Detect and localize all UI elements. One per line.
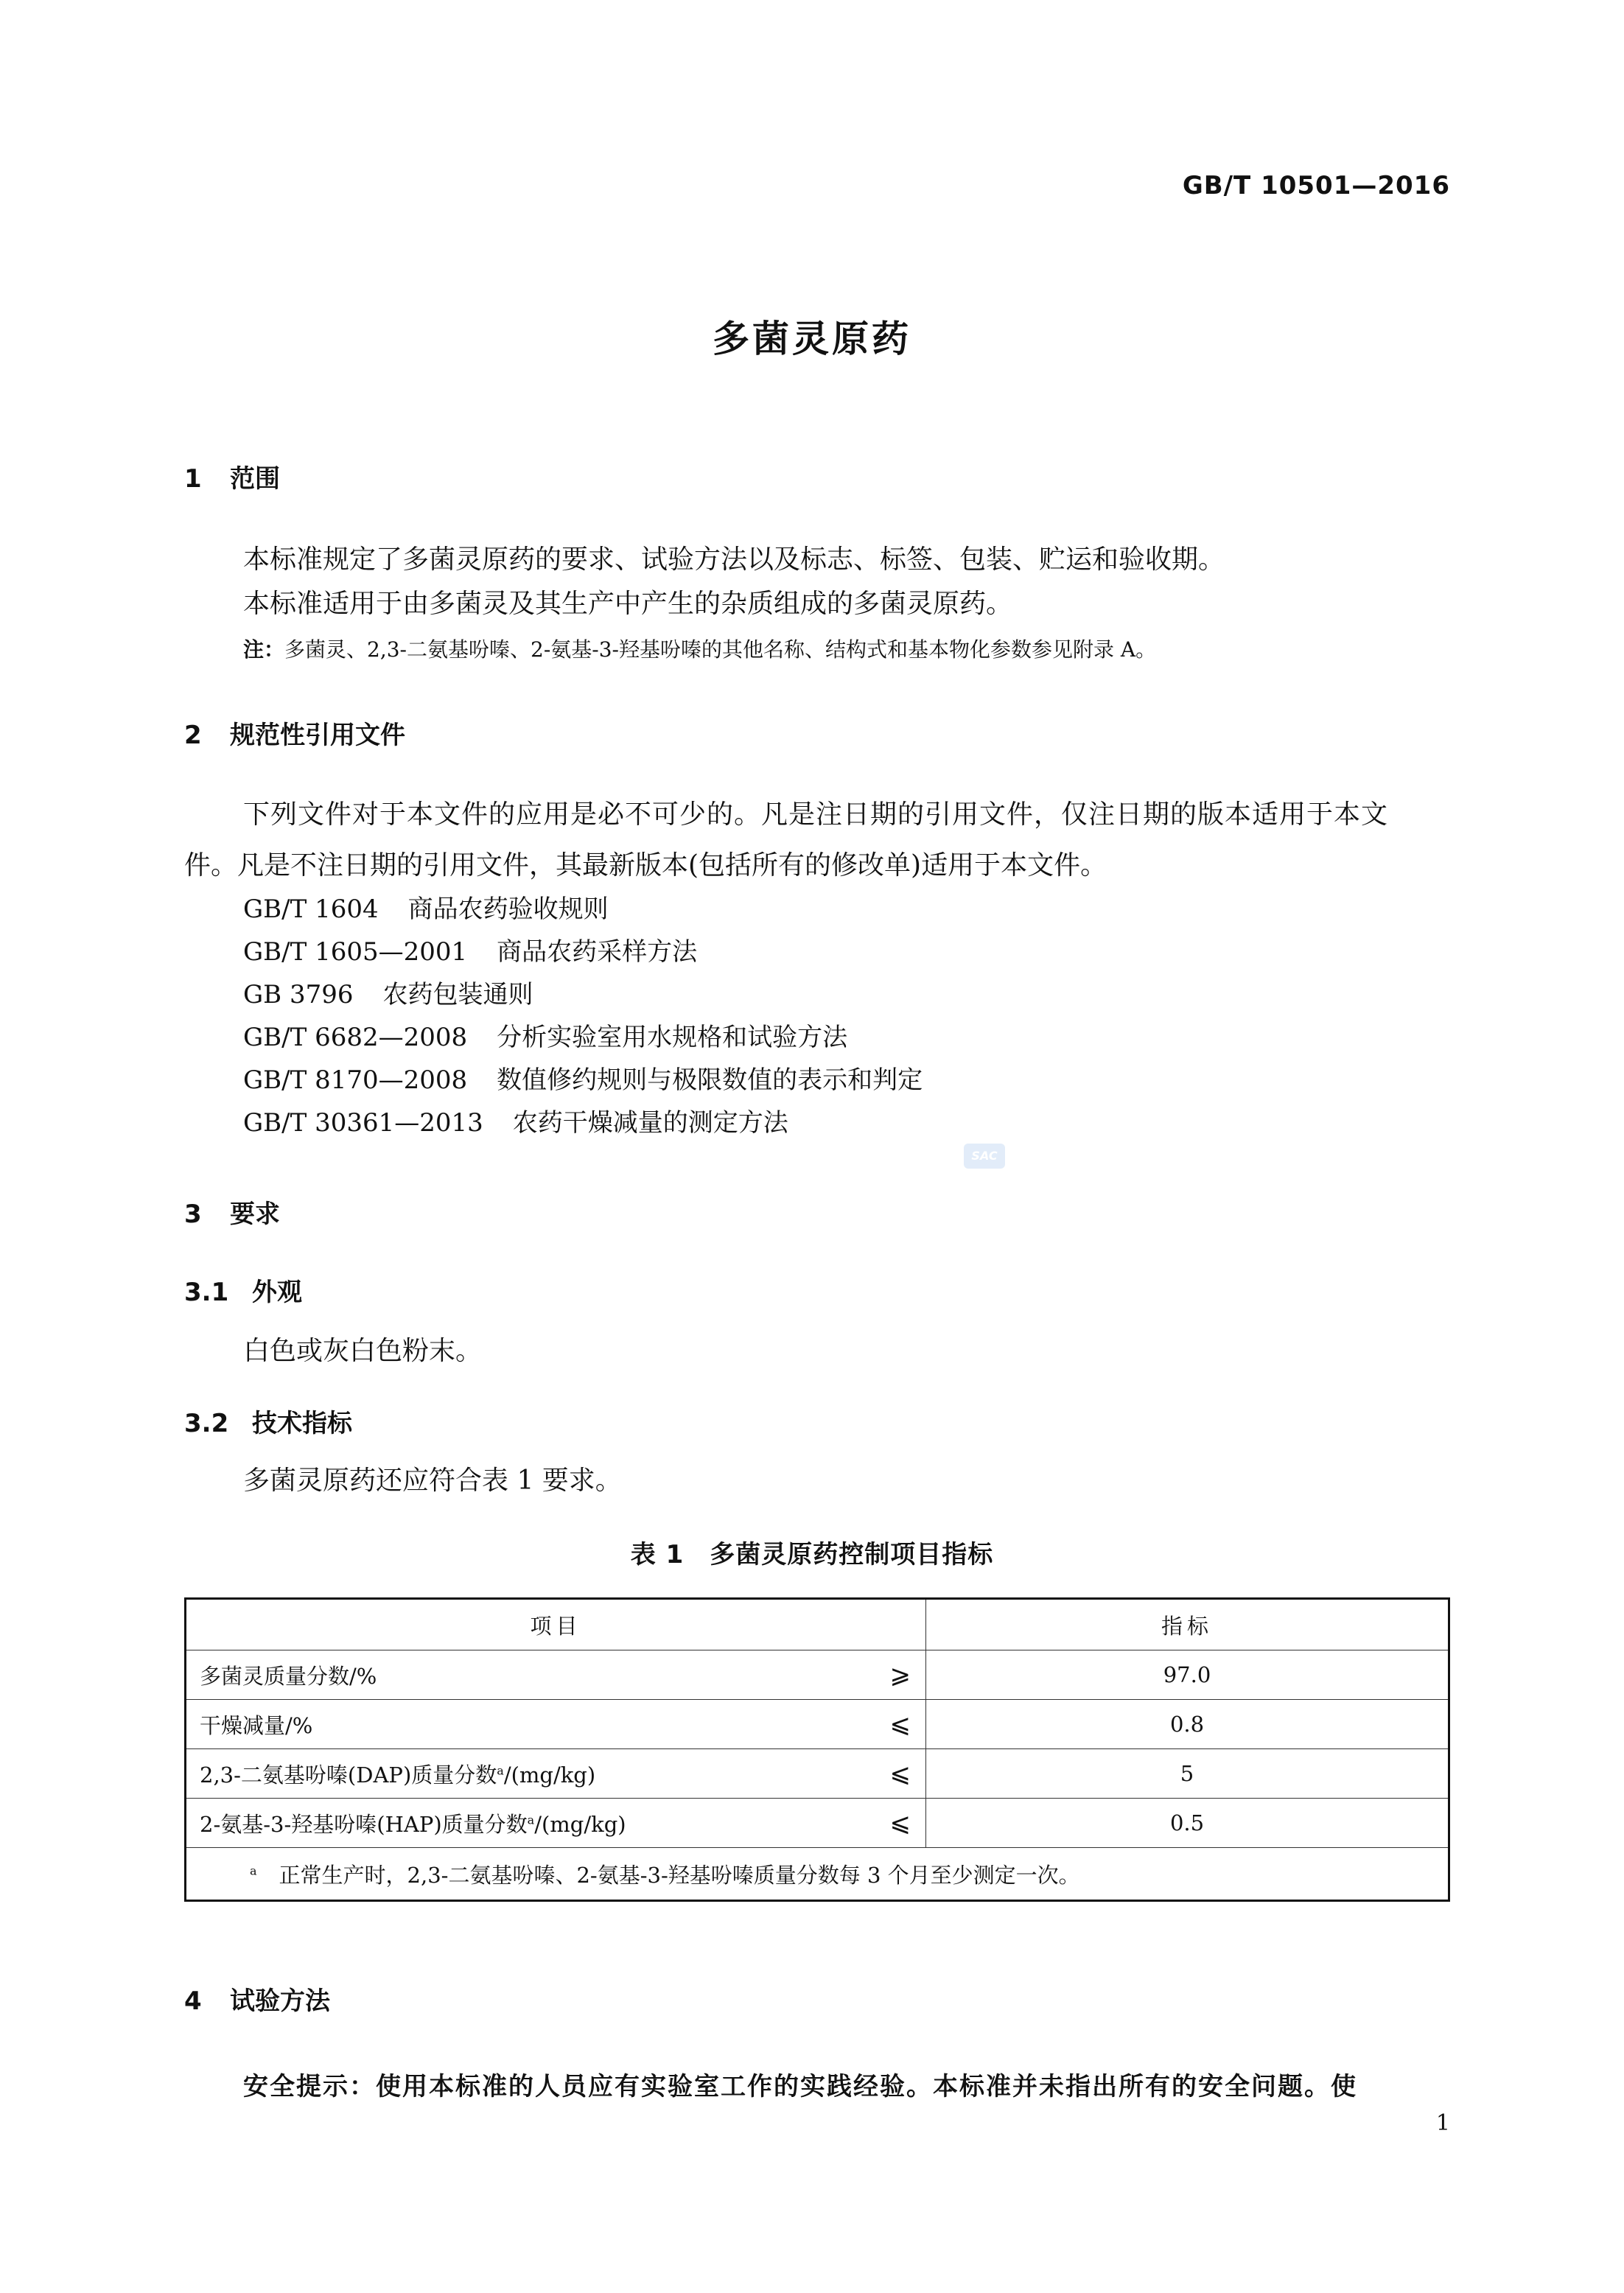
- reference-item: [243, 889, 609, 925]
- item-cell: [186, 1650, 926, 1700]
- item-cell: [186, 1749, 926, 1799]
- table-footnote: [186, 1848, 1449, 1901]
- item-name: 2-氨基-3-羟基吩嗪(HAP)质量分数: [200, 1811, 528, 1837]
- section-2-heading: [184, 715, 405, 751]
- section-number: 2: [184, 721, 202, 750]
- value-cell: 0.5: [926, 1799, 1449, 1848]
- reference-title: 数值修约规则与极限数值的表示和判定: [497, 1065, 923, 1095]
- table-row: [186, 1749, 1449, 1799]
- sac-watermark: SAC: [964, 1144, 1005, 1169]
- item-unit: /(mg/kg): [534, 1811, 626, 1837]
- reference-item: [243, 1017, 847, 1053]
- table-row: [186, 1799, 1449, 1848]
- item-cell: [186, 1799, 926, 1848]
- value-cell: 97.0: [926, 1650, 1449, 1700]
- reference-item: [243, 931, 697, 967]
- reference-item: [243, 1060, 923, 1096]
- table-row: [186, 1650, 1449, 1700]
- column-header-item: 项目: [186, 1599, 926, 1650]
- reference-title: 农药干燥减量的测定方法: [512, 1108, 788, 1138]
- references-intro-line-2: 件。凡是不注日期的引用文件，其最新版本(包括所有的修改单)适用于本文件。: [184, 850, 1107, 881]
- column-header-index: 指标: [926, 1599, 1449, 1650]
- document-title: 多菌灵原药: [713, 318, 911, 360]
- comparison-operator: ⩾: [889, 1660, 911, 1690]
- appearance-paragraph: 白色或灰白色粉末。: [243, 1336, 483, 1366]
- section-number: 1: [184, 464, 202, 494]
- reference-code: GB/T 1604: [243, 895, 379, 924]
- document-number: GB/T 10501—2016: [1182, 171, 1450, 200]
- section-title: 技术指标: [252, 1409, 352, 1438]
- section-title: 范围: [230, 464, 280, 494]
- item-name: 2,3-二氨基吩嗪(DAP)质量分数: [200, 1762, 497, 1788]
- reference-title: 商品农药采样方法: [497, 937, 698, 967]
- footnote-marker: a: [497, 1762, 504, 1777]
- specification-table: [184, 1597, 1450, 1902]
- section-1-heading: [184, 458, 280, 494]
- reference-title: 农药包装通则: [382, 980, 533, 1009]
- note-text: 多菌灵、2,3-二氨基吩嗪、2-氨基-3-羟基吩嗪的其他名称、结构式和基本物化参数参见附录 A。: [284, 637, 1157, 662]
- page-number: 1: [1435, 2110, 1450, 2136]
- note-label: 注：: [243, 637, 285, 662]
- table-row: [186, 1700, 1449, 1749]
- reference-code: GB/T 30361—2013: [243, 1108, 483, 1138]
- section-title: 要求: [230, 1200, 280, 1229]
- section-3-2-heading: [184, 1403, 352, 1439]
- item-cell: [186, 1700, 926, 1749]
- scope-paragraph-1: 本标准规定了多菌灵原药的要求、试验方法以及标志、标签、包装、贮运和验收期。: [243, 545, 1225, 575]
- comparison-operator: ⩽: [889, 1709, 911, 1739]
- reference-title: 分析实验室用水规格和试验方法: [497, 1023, 848, 1052]
- technical-index-paragraph: 多菌灵原药还应符合表 1 要求。: [243, 1466, 622, 1496]
- reference-title: 商品农药验收规则: [407, 895, 609, 924]
- item-name: 多菌灵质量分数/%: [200, 1663, 377, 1689]
- comparison-operator: ⩽: [889, 1808, 911, 1838]
- footnote-marker: a: [250, 1863, 257, 1877]
- reference-code: GB/T 8170—2008: [243, 1065, 468, 1095]
- section-title: 外观: [252, 1278, 302, 1307]
- comparison-operator: ⩽: [889, 1759, 911, 1788]
- footnote-text: 正常生产时，2,3-二氨基吩嗪、2-氨基-3-羟基吩嗪质量分数每 3 个月至少测定一次。: [279, 1862, 1080, 1888]
- value-cell: 0.8: [926, 1700, 1449, 1749]
- section-number: 3.1: [184, 1278, 229, 1307]
- table-caption: 表 1 多菌灵原药控制项目指标: [630, 1540, 994, 1569]
- reference-item: [243, 1102, 788, 1138]
- scope-note: [243, 634, 1156, 663]
- references-intro-line-1: 下列文件对于本文件的应用是必不可少的。凡是注日期的引用文件，仅注日期的版本适用于本文: [243, 799, 1389, 830]
- section-4-heading: [184, 1981, 330, 2017]
- section-title: 规范性引用文件: [230, 721, 405, 750]
- section-3-1-heading: [184, 1272, 302, 1308]
- reference-code: GB 3796: [243, 980, 354, 1009]
- reference-code: GB/T 6682—2008: [243, 1023, 468, 1052]
- item-unit: /(mg/kg): [503, 1762, 596, 1788]
- section-number: 3: [184, 1200, 202, 1229]
- footnote-marker: a: [527, 1812, 535, 1827]
- section-number: 3.2: [184, 1409, 229, 1438]
- scope-paragraph-2: 本标准适用于由多菌灵及其生产中产生的杂质组成的多菌灵原药。: [243, 589, 1013, 619]
- section-number: 4: [184, 1986, 202, 2016]
- table-footnote-row: [186, 1848, 1449, 1901]
- reference-code: GB/T 1605—2001: [243, 937, 468, 967]
- section-3-heading: [184, 1194, 280, 1230]
- section-title: 试验方法: [230, 1986, 330, 2016]
- table-header-row: [186, 1599, 1449, 1650]
- safety-notice: 安全提示：使用本标准的人员应有实验室工作的实践经验。本标准并未指出所有的安全问题。使: [243, 2072, 1357, 2101]
- item-name: 干燥减量/%: [200, 1712, 313, 1738]
- reference-item: [243, 974, 533, 1010]
- value-cell: 5: [926, 1749, 1449, 1799]
